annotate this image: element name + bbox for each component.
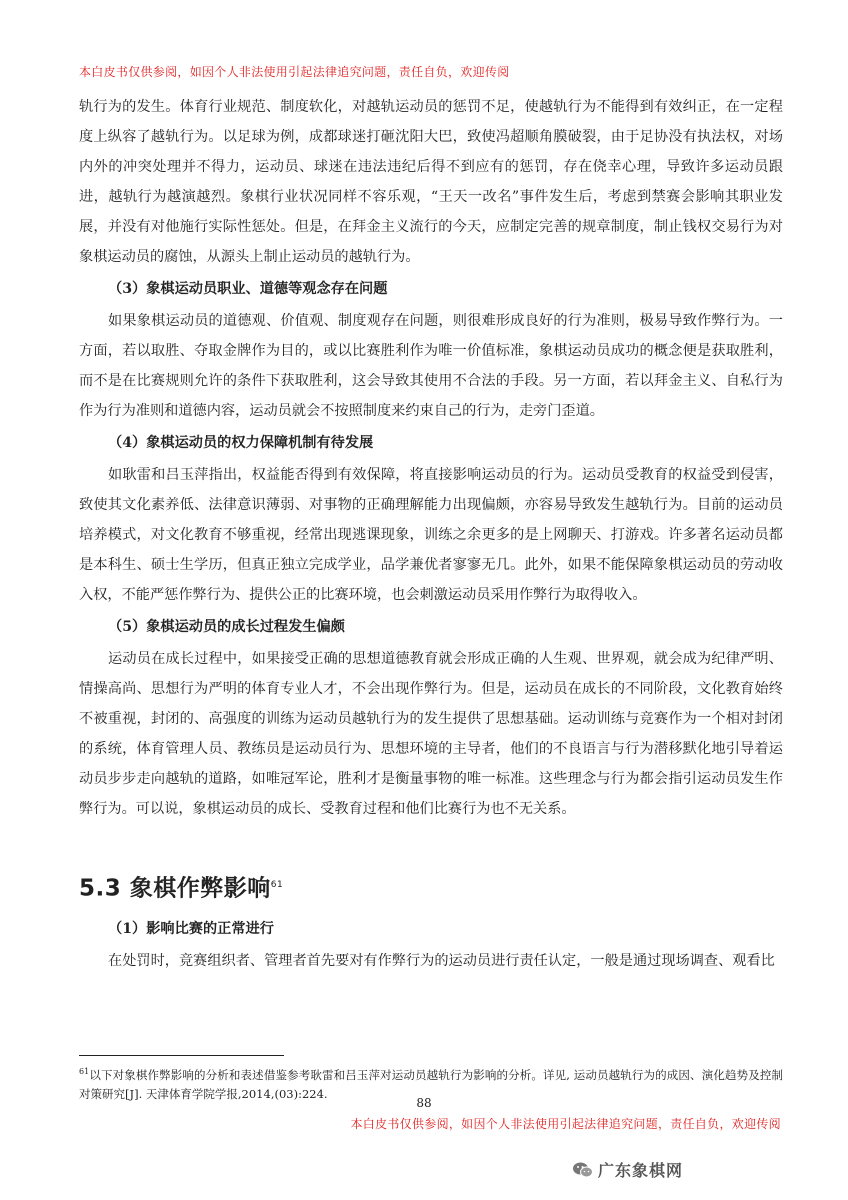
section-title — [79, 868, 783, 906]
page-body — [79, 92, 783, 976]
section-footnote-marker[interactable]: 61 — [270, 880, 284, 890]
page-number: 88 — [416, 1096, 432, 1110]
footnote-text: 以下对象棋作弊影响的分析和表述借鉴参考耿雷和吕玉萍对运动员越轨行为影响的分析。详见, 运动员越轨行为的成因、演化趋势及控制对策研究[J]. 天津体育学院学报,2014,(03):224. — [79, 1067, 783, 1101]
watermark — [572, 1158, 683, 1181]
section-title-text: 5.3 象棋作弊影响 — [79, 875, 271, 902]
disclaimer-notice-bottom: 本白皮书仅供参阅，如因个人非法使用引起法律追究问题，责任自负，欢迎传阅 — [350, 1117, 781, 1131]
paragraph-5: 运动员在成长过程中，如果接受正确的思想道德教育就会形成正确的人生观、世界观，就会成为纪律严明、情操高尚、思想行为严明的体育专业人才，不会出现作弊行为。但是，运动员在成长的不同阶段，文化教育始终不被重视，封闭的、高强度的训练为运动员越轨行为的发生提供了思想基础。运动训练与竞赛作为一个相对封闭的系统，体育管理人员、教练员是运动员行为、思想环境的主导者，他们的不良语言与行为潜移默化地引导着运动员步步走向越轨的道路，如唯冠军论，胜利才是衡量事物的唯一标准。这些理念与行为都会指引运动员发生作弊行为。可以说，象棋运动员的成长、受教育过程和他们比赛行为也不无关系。 — [79, 651, 783, 817]
footnote-divider — [79, 1055, 284, 1056]
paragraph-3: 如果象棋运动员的道德观、价值观、制度观存在问题，则很难形成良好的行为准则，极易导致作弊行为。一方面，若以取胜、夺取金牌作为目的，或以比赛胜利作为唯一价值标准，象棋运动员成功的概念便是获取胜利，而不是在比赛规则允许的条件下获取胜利，这会导致其使用不合法的手段。另一方面，若以拜金主义、自私行为作为行为准则和道德内容，运动员就会不按照制度来约束自己的行为，走旁门歪道。 — [79, 313, 783, 419]
subheading-5: （5）象棋运动员的成长过程发生偏颇 — [108, 619, 345, 635]
paragraph-6: 在处罚时，竞赛组织者、管理者首先要对有作弊行为的运动员进行责任认定，一般是通过现场调查、观看比 — [108, 952, 775, 969]
footnote-marker: 61 — [79, 1067, 90, 1076]
subheading-3: （3）象棋运动员职业、道德等观念存在问题 — [108, 281, 388, 297]
subheading-6: （1）影响比赛的正常进行 — [108, 920, 274, 937]
watermark-text: 广东象棋网 — [598, 1161, 684, 1180]
disclaimer-notice-top: 本白皮书仅供参阅，如因个人非法使用引起法律追究问题，责任自负，欢迎传阅 — [79, 65, 510, 79]
paragraph-4: 如耿雷和吕玉萍指出，权益能否得到有效保障，将直接影响运动员的行为。运动员受教育的权益受到侵害，致使其文化素养低、法律意识薄弱、对事物的正确理解能力出现偏颇，亦容易导致发生越轨行为。目前的运动员培养模式，对文化教育不够重视，经常出现逃课现象，训练之余更多的是上网聊天、打游戏。许多著名运动员都是本科生、硕士生学历，但真正独立完成学业，品学兼优者寥寥无几。此外，如果不能保障象棋运动员的劳动收入权，不能严惩作弊行为、提供公正的比赛环境，也会刺激运动员采用作弊行为取得收入。 — [79, 467, 783, 603]
paragraph-continued: 轨行为的发生。体育行业规范、制度软化，对越轨运动员的惩罚不足，使越轨行为不能得到有效纠正，在一定程度上纵容了越轨行为。以足球为例，成都球迷打砸沈阳大巴，致使冯超顺角膜破裂，由于足协没有执法权，对场内外的冲突处理并不得力，运动员、球迷在违法违纪后得不到应有的惩罚，存在侥幸心理，导致许多运动员跟进，越轨行为越演越烈。象棋行业状况同样不容乐观，“王天一改名”事件发生后，考虑到禁赛会影响其职业发展，并没有对他施行实际性惩处。但是，在拜金主义流行的今天，应制定完善的规章制度，制止钱权交易行为对象棋运动员的腐蚀，从源头上制止运动员的越轨行为。 — [79, 99, 783, 265]
subheading-4: （4）象棋运动员的权力保障机制有待发展 — [108, 435, 374, 451]
wechat-icon — [572, 1161, 594, 1179]
